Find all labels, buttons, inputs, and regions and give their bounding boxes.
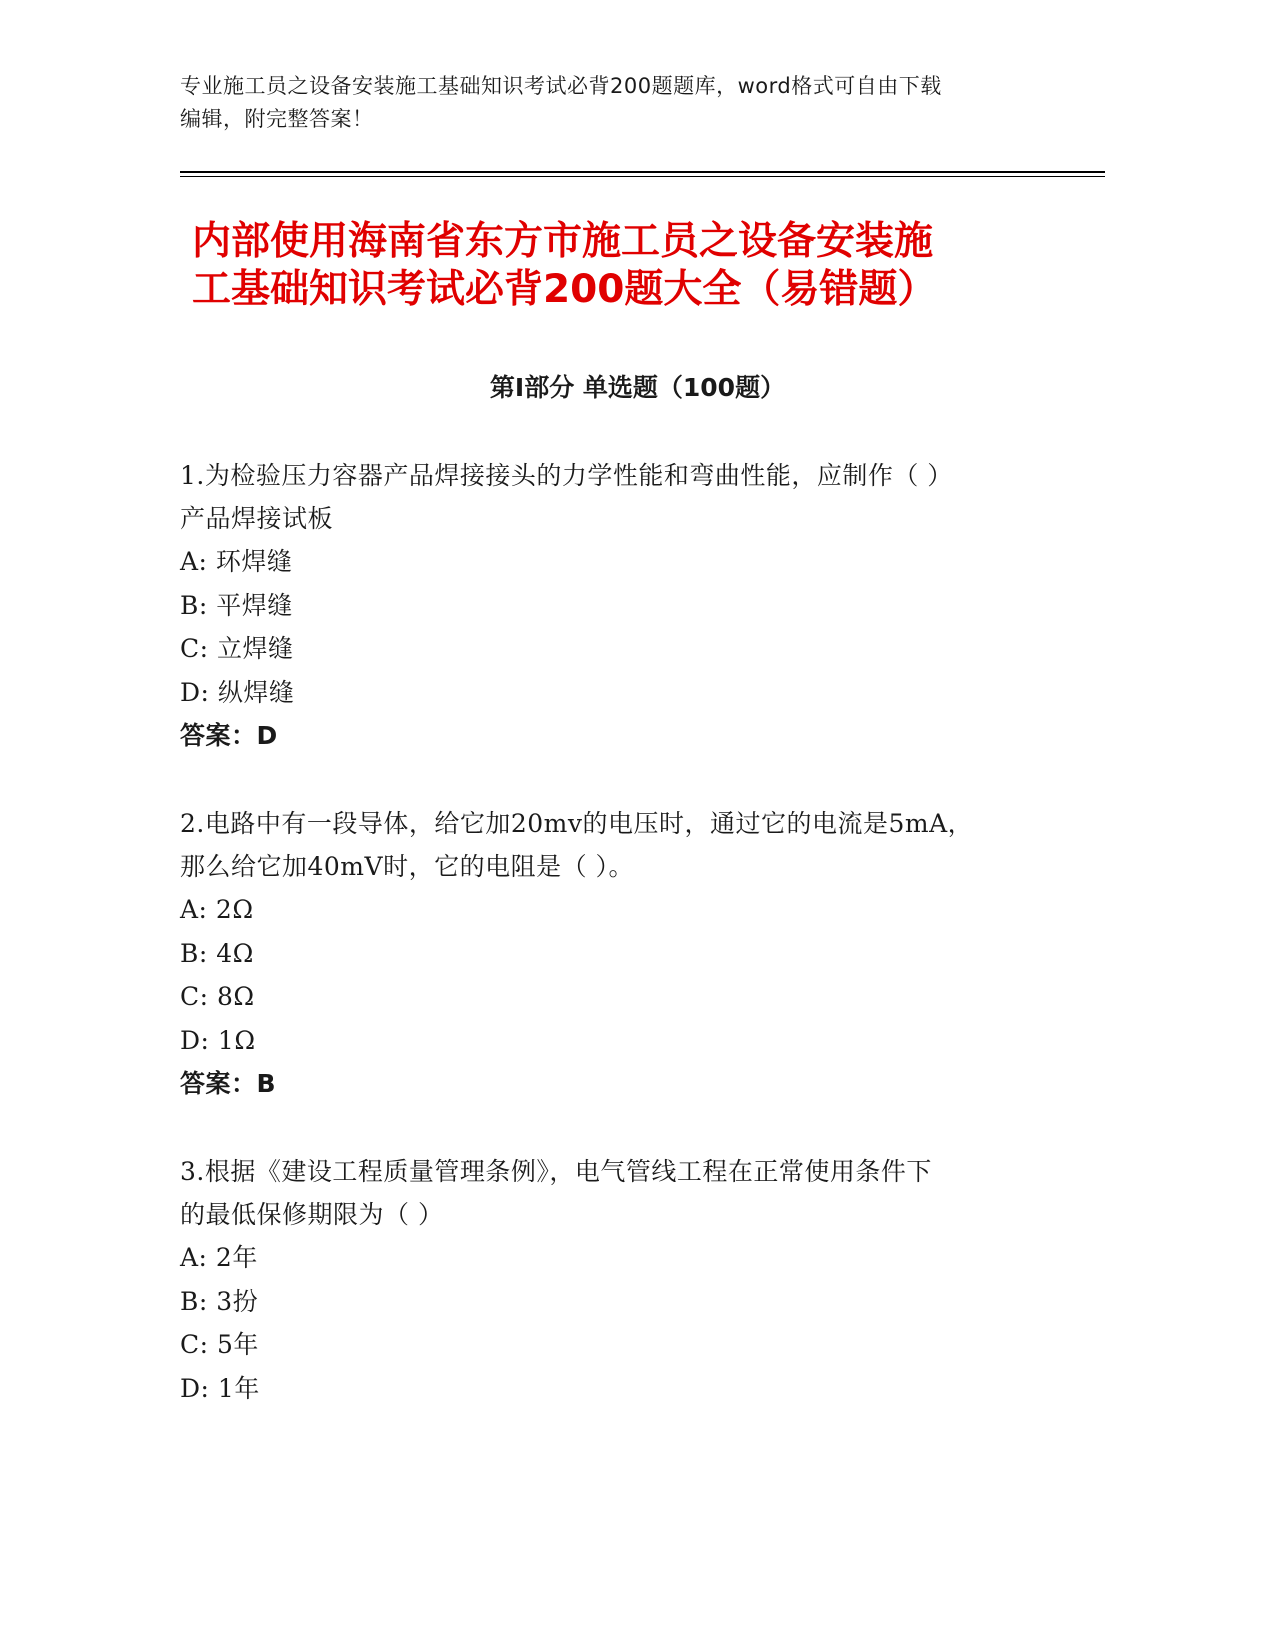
question-2 <box>180 802 1040 1105</box>
option-a: A: 2Ω <box>180 895 254 924</box>
option-a: A: 2年 <box>180 1243 258 1272</box>
question-stem-line-2: 的最低保修期限为（ ） <box>180 1200 444 1229</box>
header-note <box>180 70 1040 136</box>
document-title-line-1: 内部使用海南省东方市施工员之设备安装施 <box>192 219 934 264</box>
option-c: C: 8Ω <box>180 982 255 1011</box>
option-a: A: 环焊缝 <box>180 547 293 576</box>
question-1 <box>180 454 1040 757</box>
header-divider-thick <box>180 171 1105 173</box>
question-3 <box>180 1150 1040 1410</box>
question-stem-line-2: 那么给它加40mV时，它的电阻是（ ）。 <box>180 852 635 881</box>
option-b: B: 平焊缝 <box>180 590 293 620</box>
question-stem <box>180 1150 1040 1236</box>
question-stem-line-1: 3.根据《建设工程质量管理条例》，电气管线工程在正常使用条件下 <box>180 1157 932 1186</box>
document-title <box>192 218 1092 314</box>
question-stem <box>180 802 1040 888</box>
answer-line: 答案：B <box>180 1069 277 1098</box>
option-d: D: 1年 <box>180 1373 260 1403</box>
option-b: B: 4Ω <box>180 938 254 968</box>
question-stem-line-1: 1.为检验压力容器产品焊接接头的力学性能和弯曲性能，应制作（ ） <box>180 461 953 490</box>
document-title-line-2: 工基础知识考试必背200题大全（易错题） <box>192 267 937 312</box>
option-b: B: 3扮 <box>180 1286 259 1316</box>
header-note-line-2: 编辑，附完整答案！ <box>180 107 374 131</box>
question-stem-line-1: 2.电路中有一段导体，给它加20mv的电压时，通过它的电流是5mA， <box>180 809 974 838</box>
header-divider-thin <box>180 176 1105 177</box>
option-d: D: 纵焊缝 <box>180 677 295 707</box>
option-d: D: 1Ω <box>180 1025 256 1055</box>
option-c: C: 5年 <box>180 1330 259 1359</box>
question-stem <box>180 454 1040 540</box>
header-note-line-1: 专业施工员之设备安装施工基础知识考试必背200题题库，word格式可自由下载 <box>180 74 942 98</box>
answer-line: 答案：D <box>180 721 278 750</box>
section-heading: 第Ⅰ部分 单选题（100题） <box>489 373 786 402</box>
question-stem-line-2: 产品焊接试板 <box>180 504 334 533</box>
option-c: C: 立焊缝 <box>180 634 294 663</box>
